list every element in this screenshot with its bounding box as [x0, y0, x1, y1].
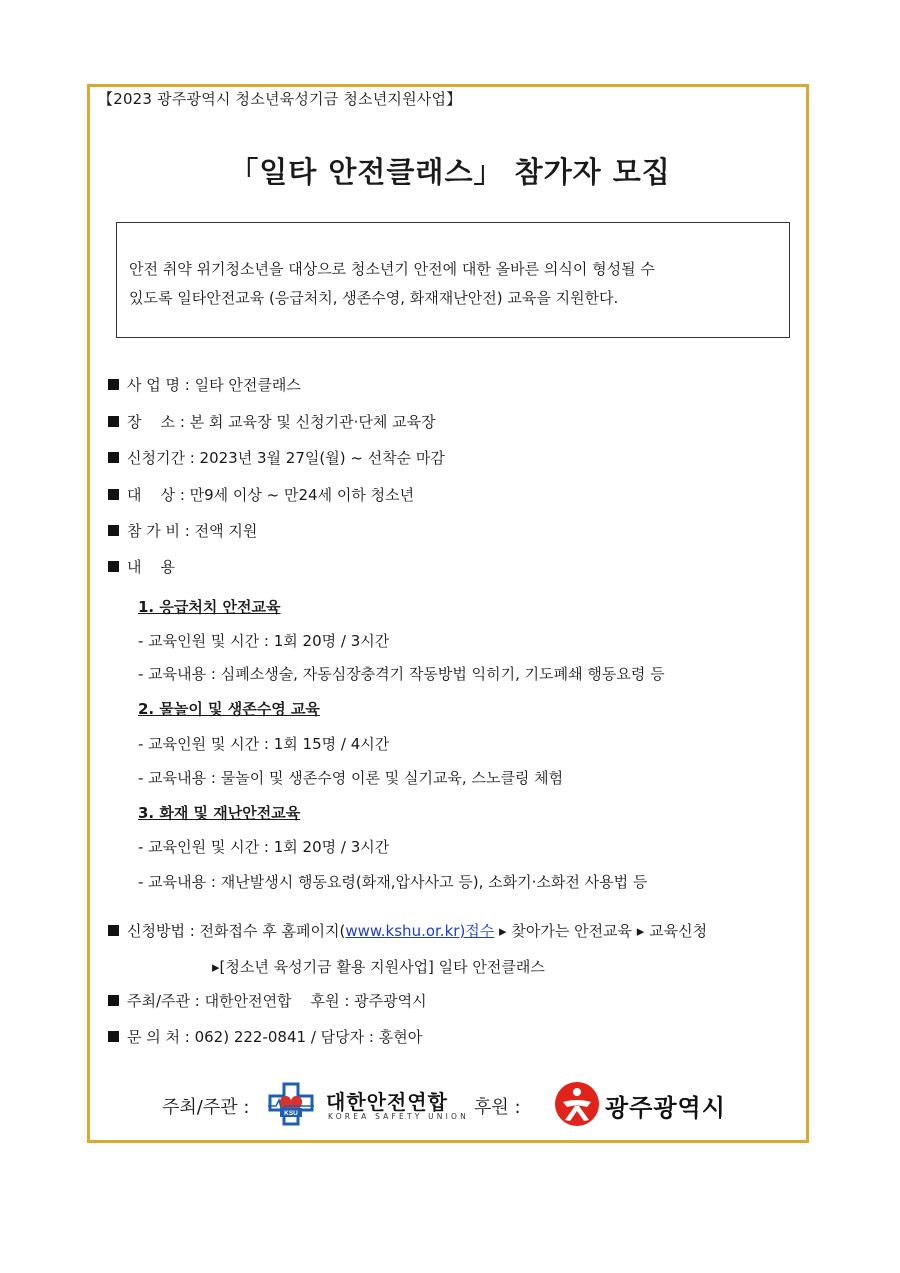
item-apply: 신청방법 : 전화접수 후 홈페이지(www.kshu.or.kr)접수 ▸ 찾아가는 안전교육 ▸ 교육신청	[108, 920, 707, 941]
item-fee: 참 가 비 : 전액 지원	[108, 520, 257, 541]
bullet-square-icon	[108, 452, 119, 463]
section-1-people: - 교육인원 및 시간 : 1회 20명 / 3시간	[138, 632, 390, 650]
item-content: 내 용	[108, 556, 175, 577]
section-3-detail: - 교육내용 : 재난발생시 행동요령(화재,압사사고 등), 소화기·소화전 사용법 등	[138, 873, 648, 891]
ksu-name: 대한안전연합	[326, 1090, 448, 1114]
section-3-title: 3. 화재 및 재난안전교육	[138, 804, 301, 822]
homepage-link[interactable]: www.kshu.or.kr	[345, 922, 460, 940]
section-1-detail: - 교육내용 : 심폐소생술, 자동심장충격기 작동방법 익히기, 기도폐쇄 행동요령 등	[138, 665, 665, 683]
page-title: 「일타 안전클래스」 참가자 모집	[229, 155, 671, 189]
footer-sponsor-label: 후원 :	[474, 1097, 521, 1118]
bullet-square-icon	[108, 561, 119, 572]
footer-host-label: 주최/주관 :	[162, 1097, 250, 1118]
item-contact: 문 의 처 : 062) 222-0841 / 담당자 : 홍현아	[108, 1026, 422, 1047]
section-1-title: 1. 응급처치 안전교육	[138, 598, 281, 616]
item-target: 대 상 : 만9세 이상 ~ 만24세 이하 청소년	[108, 484, 414, 505]
item-period: 신청기간 : 2023년 3월 27일(월) ~ 선착순 마감	[108, 447, 445, 468]
summary-line-1: 안전 취약 위기청소년을 대상으로 청소년기 안전에 대한 올바른 의식이 형성될 수	[129, 260, 655, 278]
section-2-detail: - 교육내용 : 물놀이 및 생존수영 이론 및 실기교육, 스노클링 체험	[138, 769, 564, 787]
ksu-subtitle: KOREA SAFETY UNION	[328, 1112, 469, 1121]
ksu-badge: KSU	[284, 1110, 298, 1117]
item-project: 사 업 명 : 일타 안전클래스	[108, 374, 301, 395]
bullet-square-icon	[108, 995, 119, 1006]
section-2-people: - 교육인원 및 시간 : 1회 15명 / 4시간	[138, 735, 390, 753]
item-place: 장 소 : 본 회 교육장 및 신청기관·단체 교육장	[108, 411, 436, 432]
bullet-square-icon	[108, 925, 119, 936]
bullet-square-icon	[108, 525, 119, 536]
homepage-link-suffix[interactable]: )접수	[459, 922, 495, 940]
gwangju-name: 광주광역시	[605, 1094, 726, 1122]
summary-box	[116, 222, 790, 338]
bullet-square-icon	[108, 416, 119, 427]
section-3-people: - 교육인원 및 시간 : 1회 20명 / 3시간	[138, 838, 390, 856]
bullet-square-icon	[108, 489, 119, 500]
bullet-square-icon	[108, 379, 119, 390]
apply-line-2: ▸[청소년 육성기금 활용 지원사업] 일타 안전클래스	[212, 958, 545, 976]
item-host: 주최/주관 : 대한안전연합 후원 : 광주광역시	[108, 990, 427, 1011]
footer-logos	[0, 1080, 900, 1130]
bullet-square-icon	[108, 1031, 119, 1042]
program-header: 【2023 광주광역시 청소년육성기금 청소년지원사업】	[98, 90, 462, 108]
summary-line-2: 있도록 일타안전교육 (응급처치, 생존수영, 화재재난안전) 교육을 지원한다.	[129, 289, 619, 307]
section-2-title: 2. 물놀이 및 생존수영 교육	[138, 700, 320, 718]
